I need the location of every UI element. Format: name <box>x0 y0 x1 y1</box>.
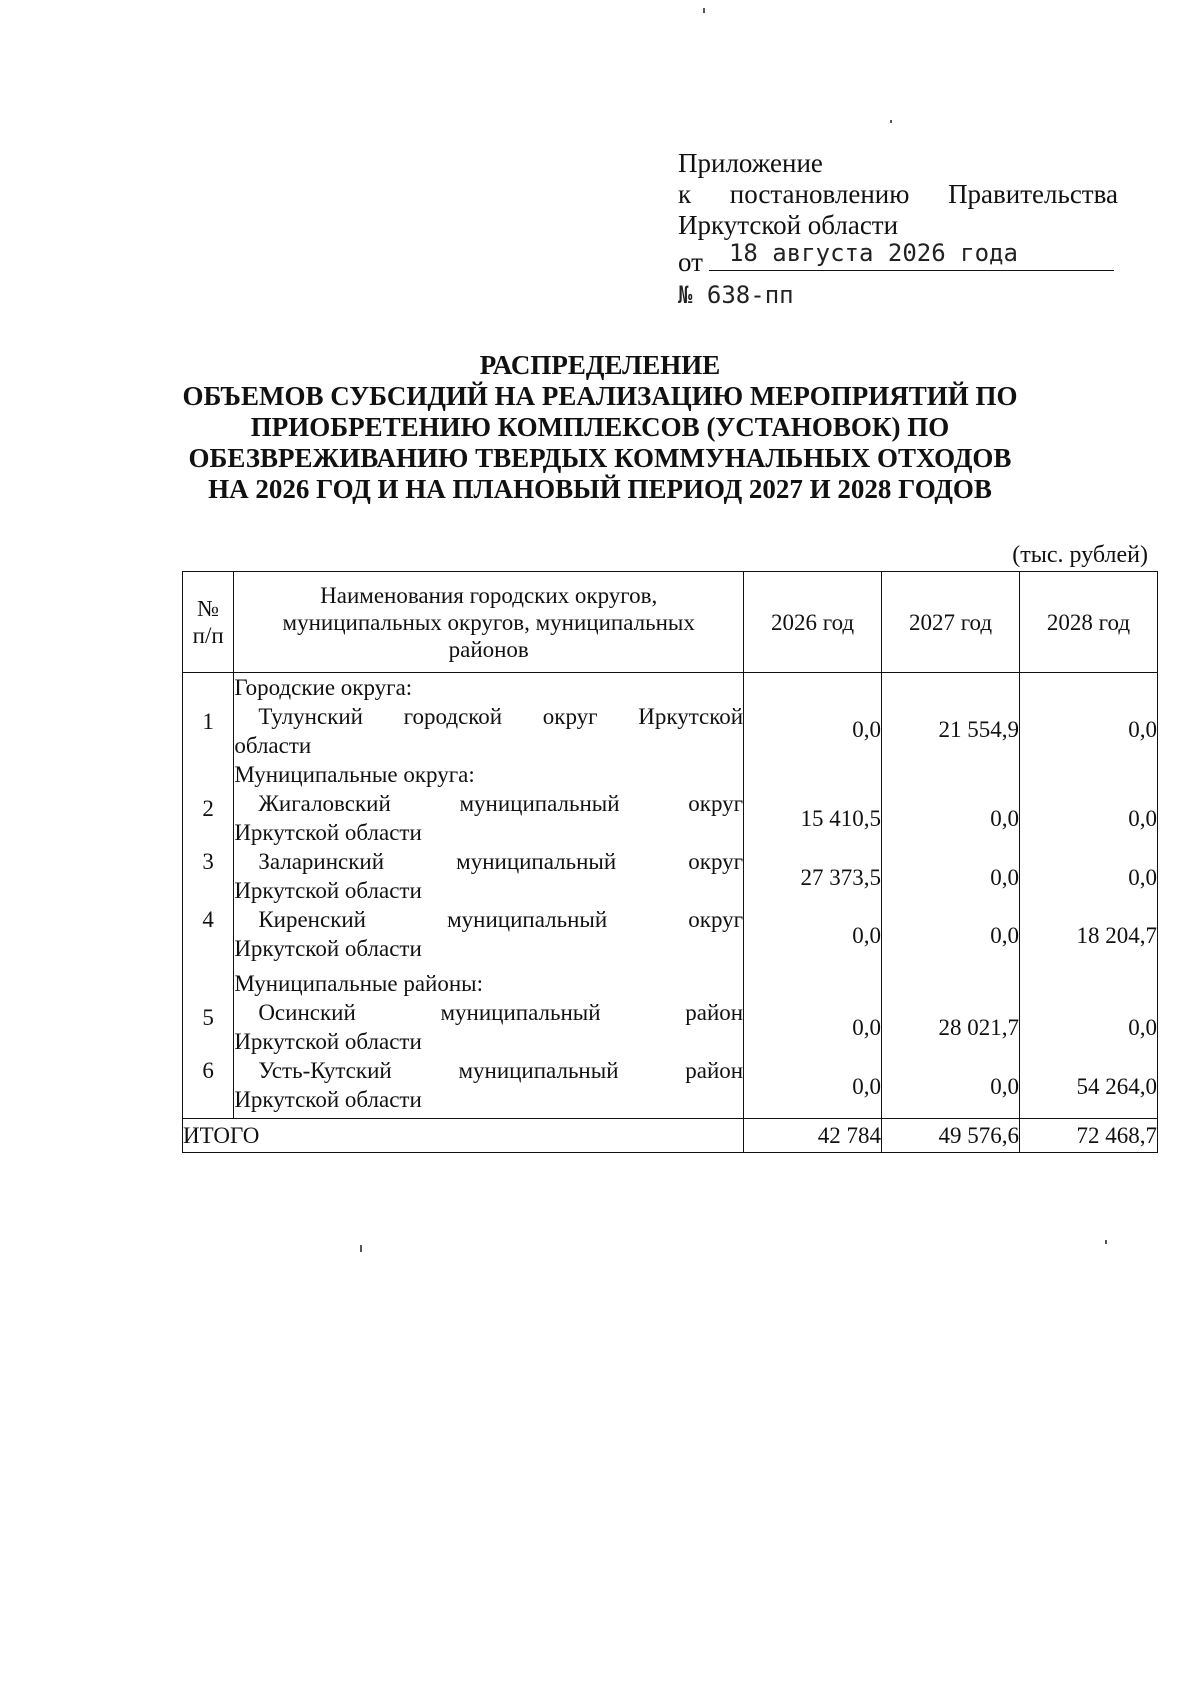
row-name-continuation: Иркутской области <box>234 1029 422 1054</box>
table-row <box>183 969 1158 1056</box>
value-2028: 54 264,0 <box>1020 1056 1158 1119</box>
header-name <box>234 572 744 673</box>
header-2028: 2028 год <box>1020 572 1158 673</box>
value-2027: 28 021,7 <box>882 969 1020 1056</box>
row-name-word: район <box>685 1000 744 1025</box>
annex-date-value: 18 августа 2026 года <box>728 239 1018 267</box>
annex-block <box>678 148 1118 311</box>
group-heading: Муниципальные районы: <box>234 971 483 996</box>
row-name-continuation: Иркутской области <box>234 820 422 845</box>
total-2028: 72 468,7 <box>1020 1119 1158 1153</box>
row-name-word: округ <box>688 791 744 816</box>
row-name-word: район <box>685 1058 744 1083</box>
row-name-line <box>234 702 743 731</box>
header-number <box>183 572 234 673</box>
header-2027: 2027 год <box>882 572 1020 673</box>
value-2026: 27 373,5 <box>744 847 882 905</box>
value-2027: 0,0 <box>882 760 1020 847</box>
row-name-word: Тулунский <box>258 704 363 729</box>
row-name <box>234 905 744 969</box>
row-name-line <box>234 905 743 934</box>
total-row <box>183 1119 1158 1153</box>
row-name-line <box>234 998 743 1027</box>
value-2026: 0,0 <box>744 673 882 761</box>
table-row <box>183 905 1158 969</box>
total-2027: 49 576,6 <box>882 1119 1020 1153</box>
annex-region: Иркутской области <box>678 210 899 240</box>
title-line: РАСПРЕДЕЛЕНИЕ <box>479 350 721 380</box>
scan-speck <box>890 120 892 123</box>
row-name-word: муниципальный <box>447 907 608 932</box>
annex-date-underline <box>709 241 1114 271</box>
header-name-line: Наименования городских округов, <box>320 582 658 608</box>
value-2027: 0,0 <box>882 905 1020 969</box>
table-header-row <box>183 572 1158 673</box>
row-number: 1 <box>183 673 234 761</box>
row-name-continuation: Иркутской области <box>234 936 422 961</box>
row-name-word: муниципальный <box>456 849 617 874</box>
value-2026: 0,0 <box>744 905 882 969</box>
row-name-continuation: Иркутской области <box>234 1087 422 1112</box>
group-heading: Муниципальные округа: <box>234 762 475 787</box>
row-name-word: округ <box>542 704 598 729</box>
value-2027: 0,0 <box>882 1056 1020 1119</box>
title-line: ОБЕЗВРЕЖИВАНИЮ ТВЕРДЫХ КОММУНАЛЬНЫХ ОТХОДОВ <box>188 443 1012 473</box>
annex-resolution-line <box>678 179 1118 210</box>
row-name-word: муниципальный <box>440 1000 601 1025</box>
header-2026: 2026 год <box>744 572 882 673</box>
annex-word: Правительства <box>948 179 1118 209</box>
row-number: 2 <box>183 760 234 847</box>
row-number: 3 <box>183 847 234 905</box>
row-name-word: Жигаловский <box>258 791 391 816</box>
title-line: НА 2026 ГОД И НА ПЛАНОВЫЙ ПЕРИОД 2027 И 2028 ГОДОВ <box>208 474 992 504</box>
value-2028: 0,0 <box>1020 673 1158 761</box>
row-name <box>234 969 744 1056</box>
title-line: ПРИОБРЕТЕНИЮ КОМПЛЕКСОВ (УСТАНОВОК) ПО <box>250 412 950 442</box>
annex-date-prefix: от <box>678 247 703 277</box>
header-number-pp: п/п <box>192 623 224 648</box>
row-name-word: Осинский <box>258 1000 356 1025</box>
value-2028: 18 204,7 <box>1020 905 1158 969</box>
total-2026: 42 784 <box>744 1119 882 1153</box>
row-name-continuation: области <box>234 733 312 758</box>
group-heading: Городские округа: <box>234 675 413 700</box>
value-2026: 15 410,5 <box>744 760 882 847</box>
value-2028: 0,0 <box>1020 847 1158 905</box>
row-name-word: округ <box>688 907 744 932</box>
annex-title: Приложение <box>678 148 823 178</box>
row-name <box>234 760 744 847</box>
row-name-word: городской <box>403 704 503 729</box>
total-label: ИТОГО <box>183 1119 744 1153</box>
row-name-line <box>234 847 743 876</box>
row-name <box>234 673 744 761</box>
table-row <box>183 760 1158 847</box>
value-2026: 0,0 <box>744 1056 882 1119</box>
annex-word: постановлению <box>729 179 910 209</box>
row-name-continuation: Иркутской области <box>234 878 422 903</box>
row-number: 4 <box>183 905 234 969</box>
row-name <box>234 1056 744 1119</box>
table-row <box>183 847 1158 905</box>
scan-speck <box>1105 1240 1107 1244</box>
scan-speck <box>360 1245 362 1252</box>
row-name-word: муниципальный <box>458 1058 619 1083</box>
document-title <box>180 350 1020 505</box>
value-2028: 0,0 <box>1020 969 1158 1056</box>
row-name-word: муниципальный <box>459 791 620 816</box>
value-2026: 0,0 <box>744 969 882 1056</box>
row-name <box>234 847 744 905</box>
row-name-word: Усть-Кутский <box>258 1058 392 1083</box>
table-row <box>183 673 1158 761</box>
header-number-sign: № <box>197 596 220 621</box>
row-name-line <box>234 789 743 818</box>
units-label: (тыс. рублей) <box>1012 542 1148 568</box>
row-name-word: округ <box>688 849 744 874</box>
header-name-line: муниципальных округов, муниципальных <box>282 609 695 635</box>
row-number: 5 <box>183 969 234 1056</box>
header-name-line: районов <box>448 636 529 662</box>
subsidy-table <box>182 571 1158 1153</box>
row-number: 6 <box>183 1056 234 1119</box>
annex-number: № 638-пп <box>678 281 794 309</box>
annex-date-line <box>678 241 1118 278</box>
value-2027: 21 554,9 <box>882 673 1020 761</box>
value-2028: 0,0 <box>1020 760 1158 847</box>
row-name-word: Заларинский <box>258 849 385 874</box>
value-2027: 0,0 <box>882 847 1020 905</box>
scan-speck <box>703 8 705 13</box>
row-name-word: Киренский <box>258 907 366 932</box>
row-name-word: Иркутской <box>638 704 744 729</box>
table-row <box>183 1056 1158 1119</box>
title-line: ОБЪЕМОВ СУБСИДИЙ НА РЕАЛИЗАЦИЮ МЕРОПРИЯТИЙ ПО <box>182 381 1018 411</box>
annex-word: к <box>678 179 692 209</box>
row-name-line <box>234 1056 743 1085</box>
